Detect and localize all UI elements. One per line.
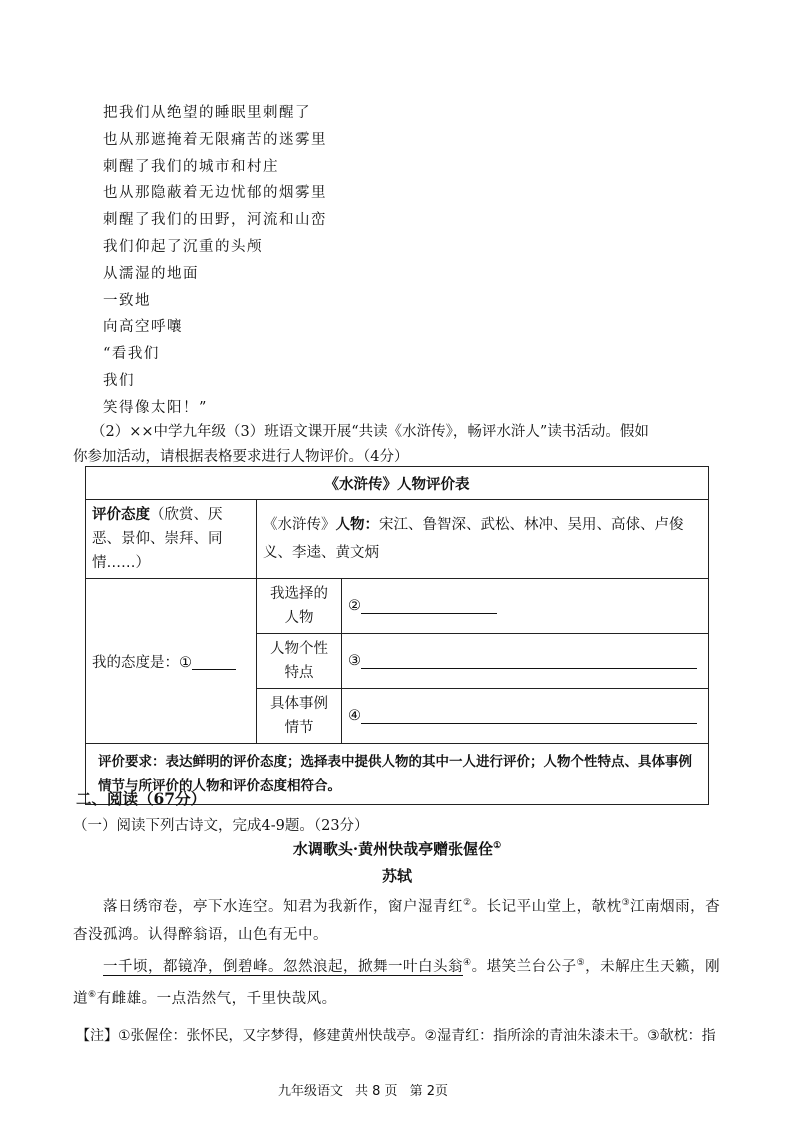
ci-underlined-lines: 一千顷，都镜净，倒碧峰。忽然浪起，掀舞一叶白头翁 xyxy=(103,958,463,975)
evaluation-requirement: 评价要求：表达鲜明的评价态度；选择表中提供人物的其中一人进行评价；人物个性特点、具体事例情节与所评价的人物和评价态度相符合。 xyxy=(86,744,709,805)
note-ref-6: ⑥ xyxy=(88,989,97,1000)
poem-line: 我们 xyxy=(103,372,135,389)
note-ref-3: ③ xyxy=(621,898,631,908)
poem-line: 刺醒了我们的城市和村庄 xyxy=(103,158,279,175)
ci-s2-part-c: 有雌雄。一点浩然气，千里快哉风。 xyxy=(96,990,337,1007)
characters-label: 人物： xyxy=(335,517,379,533)
ci-title-text: 水调歌头·黄州快哉亭赠张偓佺 xyxy=(292,840,494,858)
characters-prefix: 《水浒传》 xyxy=(263,517,336,533)
footer-page: 第 2页 xyxy=(409,1084,448,1099)
ci-text xyxy=(73,889,723,1012)
ci-title xyxy=(0,838,794,859)
ci-s2-part-a: 。堪笑兰台公子 xyxy=(471,958,577,975)
question-2 xyxy=(73,420,723,470)
poem-line: 从濡湿的地面 xyxy=(103,265,199,282)
footer-subject: 九年级语文 xyxy=(278,1084,344,1099)
ci-s1-part-a: 落日绣帘卷，亭下水连空。知君为我新作，窗户湿青红 xyxy=(103,898,463,915)
poem-line: 刺醒了我们的田野，河流和山峦 xyxy=(103,212,327,229)
my-attitude-label: 我的态度是：① xyxy=(92,654,192,671)
poem-line: 一致地 xyxy=(103,292,151,309)
row3-blank[interactable] xyxy=(361,709,697,724)
character-evaluation-table xyxy=(85,466,709,805)
characters-cell xyxy=(257,500,709,579)
row3-answer-cell xyxy=(342,689,709,744)
poem-line: 也从那遮掩着无限痛苦的迷雾里 xyxy=(103,131,327,148)
characters-list: 宋江、鲁智深、武松、林冲、吴用、高俅、卢俊义、李逵、黄文炳 xyxy=(263,517,684,561)
row1-blank[interactable] xyxy=(361,599,497,614)
ci-title-note: ① xyxy=(493,841,502,851)
ci-s1-part-b: 。长记平山堂上，欹枕 xyxy=(471,898,622,915)
row2-answer-cell xyxy=(342,634,709,689)
row3-label: 具体事例情节 xyxy=(257,689,342,744)
poem-line: 笑得像太阳！” xyxy=(103,399,208,416)
ci-s1-part-c: 江南烟雨，杳杳没孤鸿。认得醉翁语，山色有无中。 xyxy=(73,898,721,943)
question-2-line2: 你参加活动，请根据表格要求进行人物评价。（4分） xyxy=(73,449,409,465)
section-2-heading: 二、阅读（67分） xyxy=(76,789,207,808)
row2-blank[interactable] xyxy=(361,654,697,669)
attitude-options: （欣赏、厌恶、景仰、崇拜、同情……） xyxy=(92,507,223,571)
poem-line: “看我们 xyxy=(103,346,160,363)
attitude-blank[interactable] xyxy=(192,655,236,670)
row2-label: 人物个性特点 xyxy=(257,634,342,689)
table-title: 《水浒传》人物评价表 xyxy=(86,467,709,500)
ci-s2-part-b: ，未解庄生天籁，刚道 xyxy=(73,958,721,1007)
ci-author: 苏轼 xyxy=(381,867,412,885)
row1-answer-cell xyxy=(342,579,709,634)
page-footer xyxy=(278,1080,460,1099)
note-ref-5: ⑤ xyxy=(576,957,586,968)
question-2-line1: （2）××中学九年级（3）班语文课开展“共读《水浒传》，畅评水浒人”读书活动。假如 xyxy=(91,424,649,440)
attitude-label-bold: 评价态度 xyxy=(92,507,150,523)
attitude-label-cell xyxy=(86,500,257,579)
annotation-note: 【注】①张偓佺：张怀民，又字梦得，修建黄州快哉亭。②湿青红：指所涂的青油朱漆未干。③欹枕：指 xyxy=(76,1028,716,1044)
poem-line: 向高空呼嚷 xyxy=(103,319,183,336)
row3-mark: ④ xyxy=(348,708,361,724)
poem-excerpt xyxy=(103,100,327,422)
row1-mark: ② xyxy=(348,598,361,614)
footer-total: 共 8 页 xyxy=(355,1084,398,1099)
ci-stanza-2 xyxy=(73,949,723,1013)
subsection-1-instruction: （一）阅读下列古诗文，完成4-9题。（23分） xyxy=(73,818,369,834)
row2-mark: ③ xyxy=(348,653,361,669)
poem-line: 把我们从绝望的睡眠里刺醒了 xyxy=(103,105,311,121)
note-ref-4: ④ xyxy=(463,957,472,968)
note-ref-2: ② xyxy=(463,898,472,908)
row1-label: 我选择的人物 xyxy=(257,579,342,634)
ci-stanza-1 xyxy=(73,889,723,949)
poem-line: 我们仰起了沉重的头颅 xyxy=(103,238,263,255)
poem-line: 也从那隐蔽着无边忧郁的烟雾里 xyxy=(103,185,327,202)
my-attitude-cell xyxy=(86,579,257,744)
